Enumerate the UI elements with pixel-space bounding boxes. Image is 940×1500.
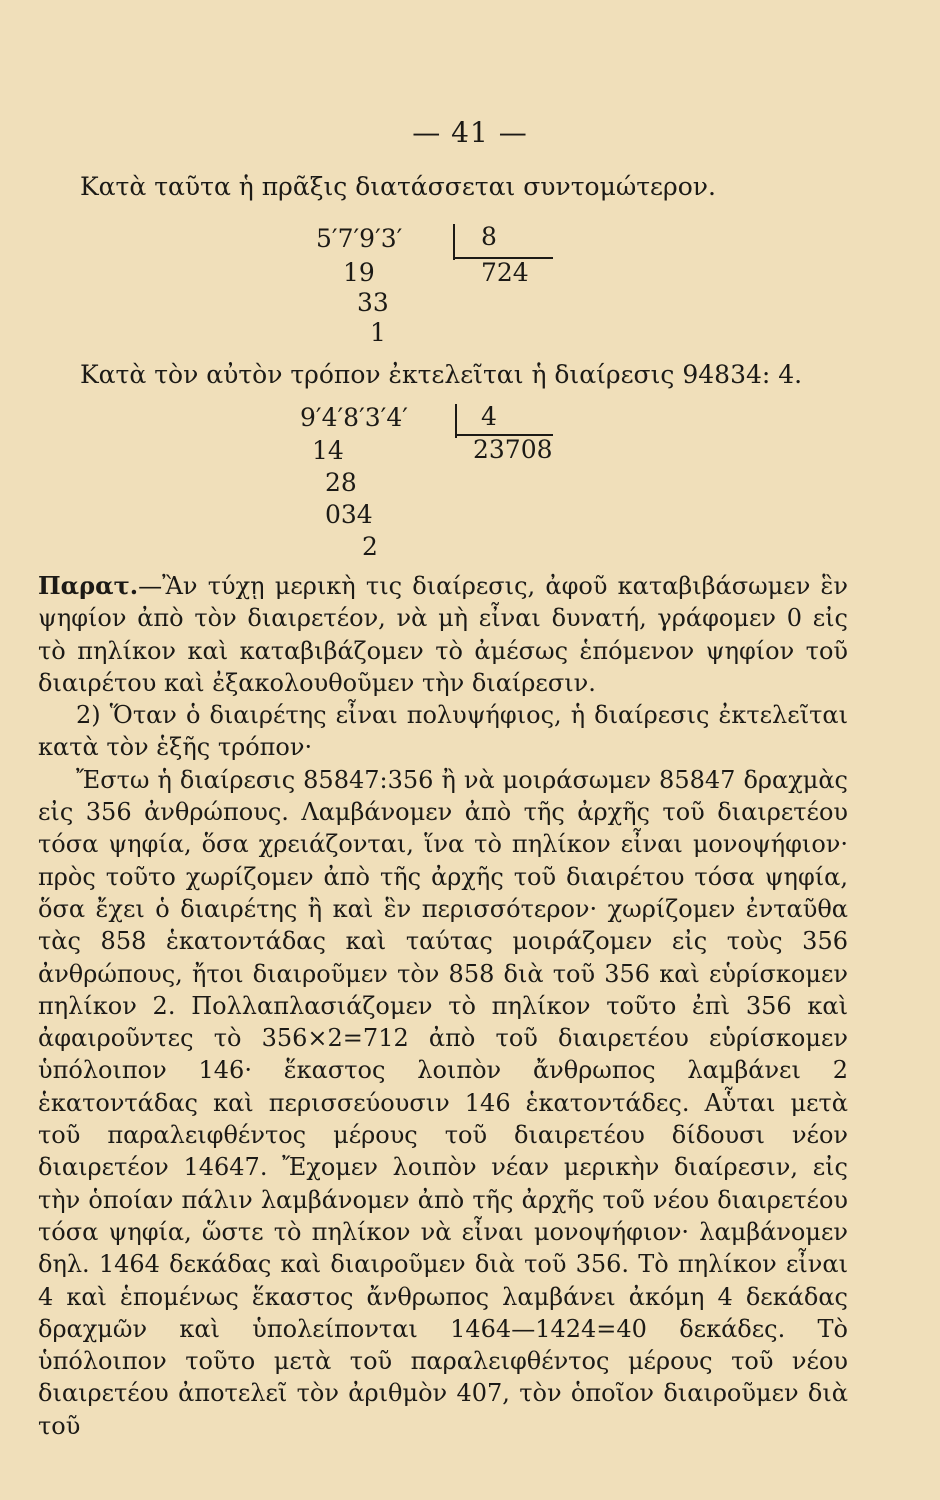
division-2-quotient: 23708 [473, 435, 553, 464]
division-1-step: 19 [343, 258, 375, 287]
division-2-step: 28 [325, 468, 357, 497]
intro-line: Κατὰ ταῦτα ἡ πρᾶξις διατάσσεται συντομώτερον. [80, 172, 716, 201]
remark-label: Παρατ. [38, 571, 139, 600]
remark-paragraph [38, 570, 848, 699]
division-1-divisor: 8 [481, 222, 497, 251]
division-2-step: 14 [312, 436, 344, 465]
division-2-dividend: 9′4′8′3′4′ [300, 403, 408, 432]
example-paragraph: Ἔστω ἡ διαίρεσις 85847:356 ἢ νὰ μοιράσωμεν 85847 δραχμὰς εἰς 356 ἀνθρώπους. Λαμβάνομεν ἀπὸ τῆς ἀρχῆς τοῦ διαιρετέου τόσα ψηφία, ὅσα χρειάζονται, ἵνα τὸ πηλίκον εἶναι μονοψήφιον· πρὸς τοῦτο χωρίζομεν ἀπὸ τῆς ἀρχῆς τοῦ διαιρέτου τόσα ψηφία, ὅσα ἔχει ὁ διαιρέτης ἢ καὶ ἓν περισσότερον· χωρίζομεν ἐνταῦθα τὰς 858 ἑκατοντάδας καὶ ταύτας μοιράζομεν εἰς τοὺς 356 ἀνθρώπους, ἤτοι διαιροῦμεν τὸν 858 διὰ τοῦ 356 καὶ εὑρίσκομεν πηλίκον 2. Πολλαπλασιάζομεν τὸ πηλίκον τοῦτο ἐπὶ 356 καὶ ἀφαιροῦντες τὸ 356×2=712 ἀπὸ τοῦ διαιρετέου εὑρίσκομεν ὑπόλοιπον 146· ἕκαστος λοιπὸν ἄνθρωπος λαμβάνει 2 ἑκατοντάδας καὶ περισσεύουσιν 146 ἑκατοντάδες. Αὗται μετὰ τοῦ παραλειφθέντος μέρους τοῦ διαιρετέου δίδουσι νέον διαιρετέον 14647. Ἔχομεν λοιπὸν νέαν μερικὴν διαίρεσιν, εἰς τὴν ὁποίαν πάλιν λαμβάνομεν ἀπὸ τῆς ἀρχῆς τοῦ νέου διαιρετέου τόσα ψηφία, ὥστε τὸ πηλίκον νὰ εἶναι μονοψήφιον· λαμβάνομεν δηλ. 1464 δεκάδας καὶ διαιροῦμεν διὰ τοῦ 356. Τὸ πηλίκον εἶναι 4 καὶ ἑπομένως ἕκαστος ἄνθρωπος λαμβάνει ἀκόμη 4 δεκάδας δραχμῶν καὶ ὑπολείπονται 1464—1424=40 δεκάδες. Τὸ ὑπόλοιπον τοῦτο μετὰ τοῦ παραλειφθέντος μέρους τοῦ νέου διαιρετέου ἀποτελεῖ τὸν ἀριθμὸν 407, τὸν ὁποῖον διαιροῦμεν διὰ τοῦ [38, 765, 848, 1440]
case-2-paragraph: 2) Ὅταν ὁ διαιρέτης εἶναι πολυψήφιος, ἡ διαίρεσις ἐκτελεῖται κατὰ τὸν ἑξῆς τρόπον· [38, 701, 848, 762]
page-number: — 41 — [412, 116, 528, 149]
body-text [38, 570, 848, 1442]
division-1-dividend: 5′7′9′3′ [316, 224, 403, 253]
division-1-step: 1 [370, 318, 386, 347]
division-2-vertical-rule [455, 404, 457, 438]
division-2-step: 034 [325, 500, 373, 529]
remark-text: —Ἂν τύχῃ μερικὴ τις διαίρεσις, ἀφοῦ καταβιβάσωμεν ἓν ψηφίον ἀπὸ τὸν διαιρετέον, νὰ μὴ εἶναι δυνατή, γράφομεν 0 εἰς τὸ πηλίκον καὶ καταβιβάζομεν τὸ ἀμέσως ἑπόμενον ψηφίον τοῦ διαιρέτου καὶ ἐξακολουθοῦμεν τὴν διαίρεσιν. [38, 572, 848, 697]
mid-line: Κατὰ τὸν αὐτὸν τρόπον ἐκτελεῖται ἡ διαίρεσις 94834: 4. [80, 360, 803, 389]
division-2-divisor: 4 [481, 402, 497, 431]
division-1-step: 33 [357, 288, 389, 317]
division-2-step: 2 [362, 532, 378, 561]
division-1-quotient: 724 [481, 258, 529, 287]
division-1-vertical-rule [453, 224, 455, 260]
